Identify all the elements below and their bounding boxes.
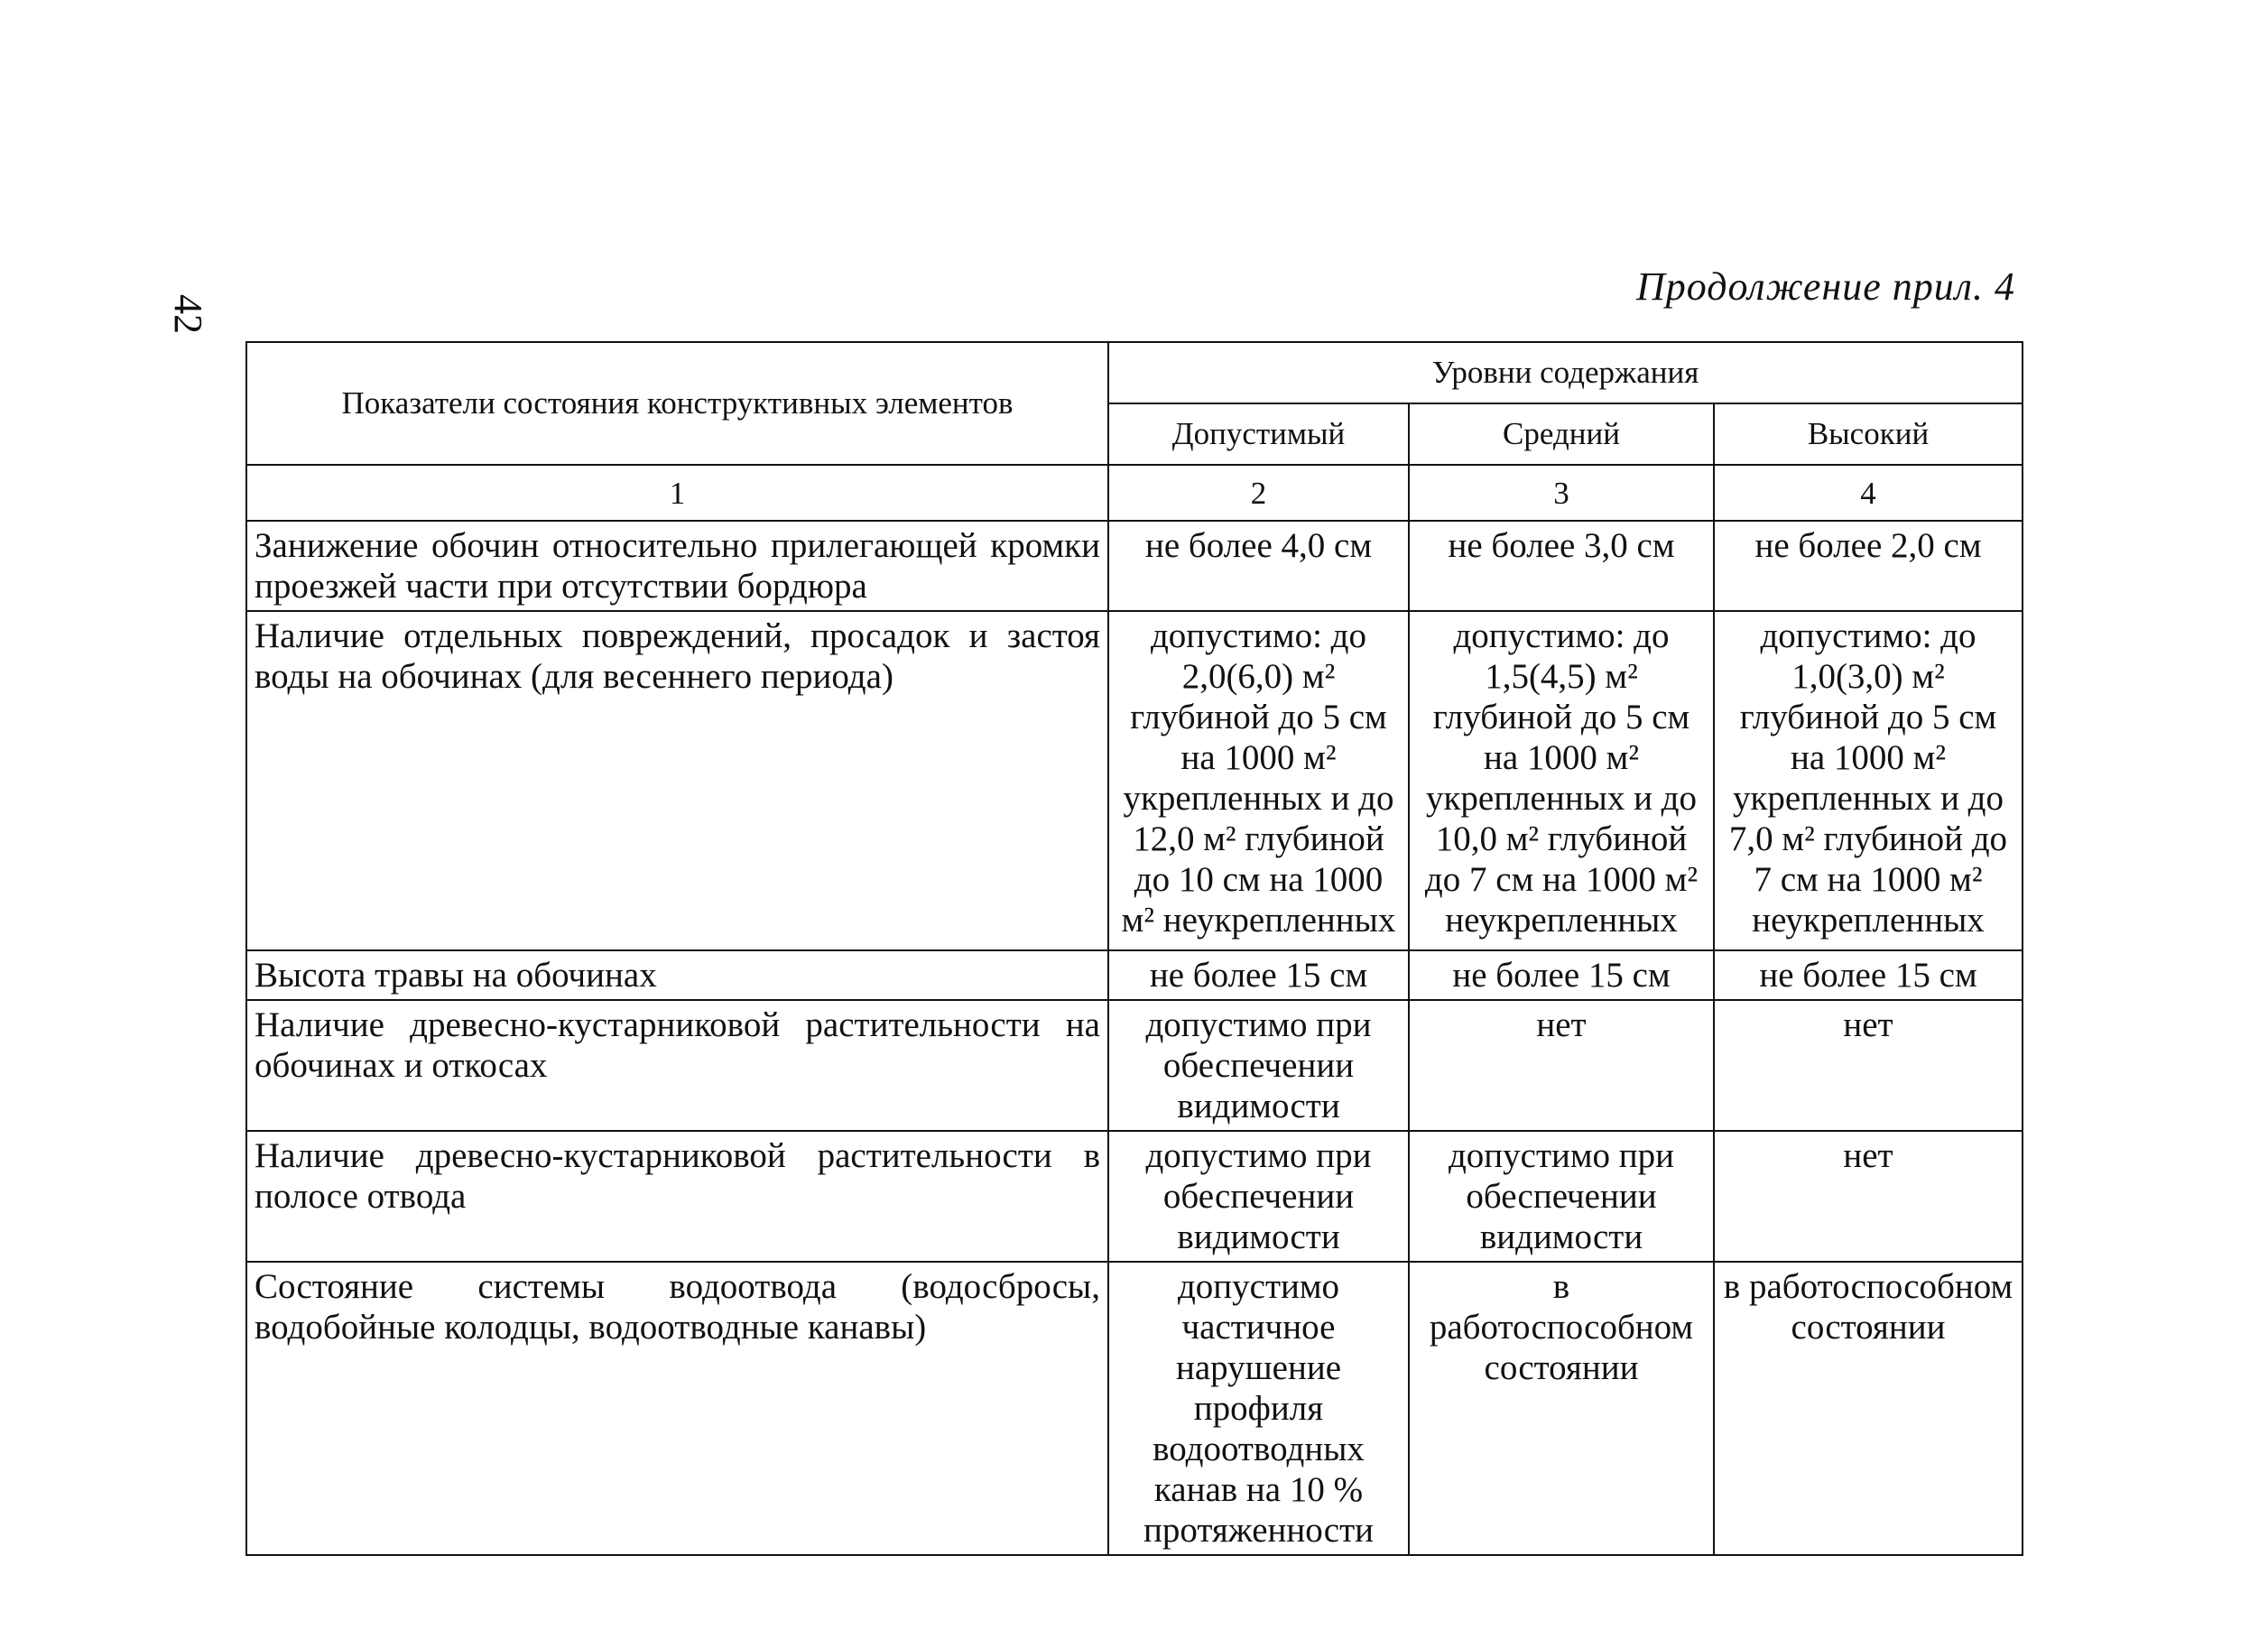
value-acceptable: допустимо при обеспечении видимости (1108, 1131, 1409, 1262)
row-indicator: Высота травы на обочинах (246, 950, 1108, 1000)
value-medium: не более 3,0 см (1409, 521, 1714, 611)
value-high: не более 2,0 см (1714, 521, 2023, 611)
value-high: нет (1714, 1131, 2023, 1262)
header-level-high: Высокий (1714, 403, 2023, 465)
table-row (246, 611, 2023, 950)
table-row (246, 1000, 2023, 1131)
value-medium: не более 15 см (1409, 950, 1714, 1000)
column-number: 3 (1409, 465, 1714, 521)
header-level-acceptable: Допустимый (1108, 403, 1409, 465)
value-high: нет (1714, 1000, 2023, 1131)
value-acceptable: не более 4,0 см (1108, 521, 1409, 611)
header-levels-group: Уровни содержания (1108, 342, 2023, 403)
value-acceptable: допустимо частичное нарушение профиля водоотводных канав на 10 % протяженности (1108, 1262, 1409, 1555)
value-acceptable: допустимо при обеспечении видимости (1108, 1000, 1409, 1131)
column-number: 4 (1714, 465, 2023, 521)
value-acceptable: допустимо: до 2,0(6,0) м² глубиной до 5 см на 1000 м² укрепленных и до 12,0 м² глубиной до 10 см на 1000 м² неукрепленных (1108, 611, 1409, 950)
value-medium: нет (1409, 1000, 1714, 1131)
value-medium: допустимо при обеспечении видимости (1409, 1131, 1714, 1262)
row-indicator: Наличие древесно-кустарниковой растительности на обочинах и откосах (246, 1000, 1108, 1131)
header-indicator: Показатели состояния конструктивных элементов (246, 342, 1108, 465)
column-number: 1 (246, 465, 1108, 521)
condition-table (245, 341, 2023, 1556)
value-medium: допустимо: до 1,5(4,5) м² глубиной до 5 см на 1000 м² укрепленных и до 10,0 м² глубиной до 7 см на 1000 м² неукрепленных (1409, 611, 1714, 950)
table-row (246, 950, 2023, 1000)
row-indicator: Наличие древесно-кустарниковой растительности в полосе отвода (246, 1131, 1108, 1262)
row-indicator: Состояние системы водоотвода (водосбросы, водобойные колодцы, водоотводные канавы) (246, 1262, 1108, 1555)
value-high: допустимо: до 1,0(3,0) м² глубиной до 5 см на 1000 м² укрепленных и до 7,0 м² глубиной до 7 см на 1000 м² неукрепленных (1714, 611, 2023, 950)
page-number: 42 (166, 294, 210, 334)
row-indicator: Занижение обочин относительно прилегающей кромки проезжей части при отсутствии бордюра (246, 521, 1108, 611)
value-high: не более 15 см (1714, 950, 2023, 1000)
value-acceptable: не более 15 см (1108, 950, 1409, 1000)
header-level-medium: Средний (1409, 403, 1714, 465)
table-row (246, 521, 2023, 611)
table-row (246, 1131, 2023, 1262)
column-number: 2 (1108, 465, 1409, 521)
row-indicator: Наличие отдельных повреждений, просадок и застоя воды на обочинах (для весеннего периода) (246, 611, 1108, 950)
continuation-heading: Продолжение прил. 4 (1636, 264, 2015, 309)
value-high: в работоспособном состоянии (1714, 1262, 2023, 1555)
table-row (246, 1262, 2023, 1555)
value-medium: в работоспособном состоянии (1409, 1262, 1714, 1555)
